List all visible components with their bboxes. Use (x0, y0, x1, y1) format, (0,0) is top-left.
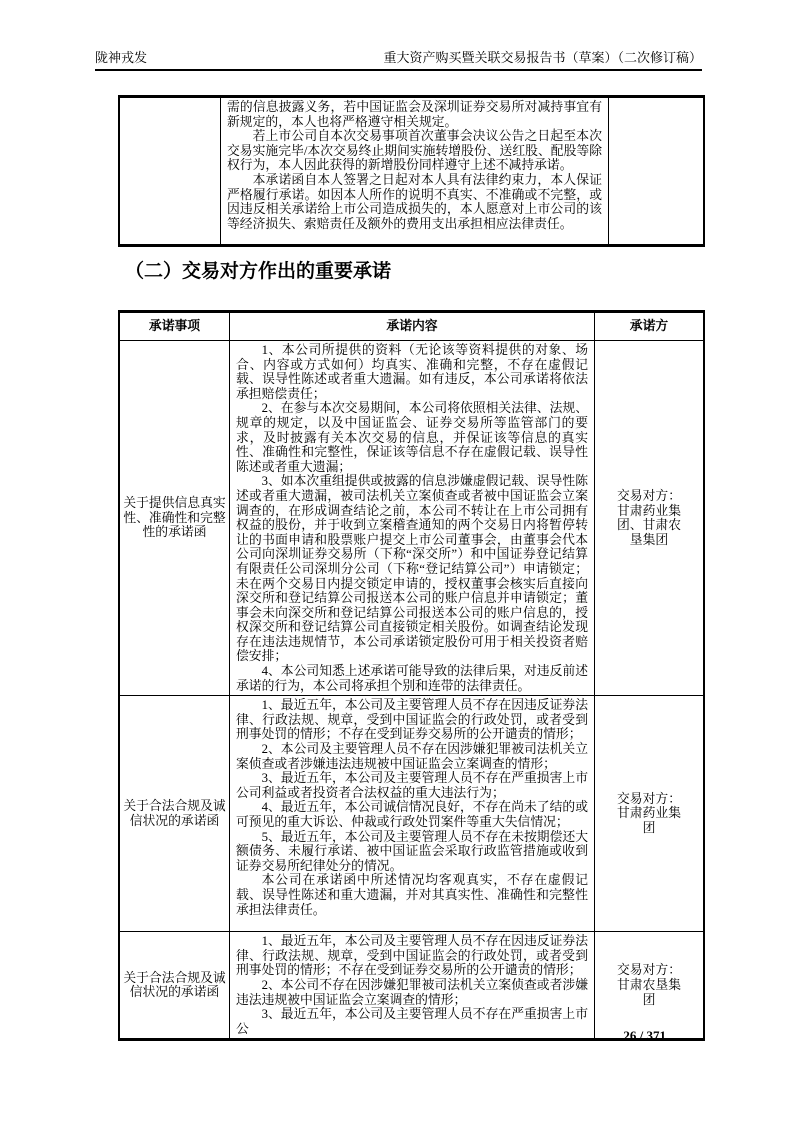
table-row (120, 932, 703, 1038)
commitment-item-cell: 关于提供信息真实性、准确性和完整性的承诺函 (123, 496, 226, 540)
carryover-content-cell (220, 98, 609, 244)
commitment-item-cell: 关于合法合规及诚信状况的承诺函 (123, 799, 226, 828)
page-header (95, 49, 702, 71)
commitment-paragraph: 4、本公司知悉上述承诺可能导致的法律后果，对违反前述承诺的行为，本公司将承担个别和连带的法律责任。 (236, 664, 588, 693)
commitment-paragraph: 1、本公司所提供的资料（无论该等资料提供的对象、场合、内容或方式如何）均真实、准确和完整，不存在虚假记载、误导性陈述或者重大遗漏。如有违反，本公司承诺将依法承担赔偿责任； (236, 343, 588, 401)
commitment-item-cell: 关于合法合规及诚信状况的承诺函 (123, 970, 226, 1000)
commitment-paragraph: 1、最近五年，本公司及主要管理人员不存在因违反证券法律、行政法规、规章，受到中国证监会的行政处罚，或者受到刑事处罚的情形；不存在受到证券交易所的公开谴责的情形； (236, 934, 588, 978)
commitments-table (118, 310, 705, 1041)
commitment-paragraph: 3、最近五年，本公司及主要管理人员不存在严重损害上市公 (236, 1007, 588, 1036)
commitment-paragraph: 3、如本次重组提供或披露的信息涉嫌虚假记载、误导性陈述或者重大遗漏，被司法机关立案侦查或者被中国证监会立案调查的，在形成调查结论之前，本公司不转让在上市公司拥有权益的股份，并于收到立案稽查通知的两个交易日内将暂停转让的书面申请和股票账户提交上市公司董事会，由董事会代本公司向深圳证券交易所（下称“深交所”）和中国证券登记结算有限责任公司深圳分公司（下称“登记结算公司”）申请锁定；未在两个交易日内提交锁定申请的，授权董事会核实后直接向深交所和登记结算公司报送本公司的账户信息并申请锁定；董事会未向深交所和登记结算公司报送本公司的账户信息的，授权深交所和登记结算公司直接锁定相关股份。如调查结论发现存在违法违规情节，本公司承诺锁定股份可用于相关投资者赔偿安排； (236, 474, 588, 664)
commitment-party-cell: 交易对方：甘肃药业集团、甘肃农垦集团 (617, 488, 681, 547)
commitment-paragraph: 3、最近五年，本公司及主要管理人员不存在严重损害上市公司利益或者投资者合法权益的重大违法行为； (236, 771, 588, 800)
header-report-title: 重大资产购买暨关联交易报告书（草案）（二次修订稿） (383, 50, 702, 65)
table-row (120, 696, 703, 932)
table-row (120, 341, 703, 696)
carryover-table-row (120, 98, 703, 244)
commitment-paragraph: 本公司在承诺函中所述情况均客观真实，不存在虚假记载、误导性陈述和重大遗漏，并对其真实性、准确性和完整性承担法律责任。 (236, 873, 588, 917)
column-header-item: 承诺事项 (148, 319, 201, 334)
carryover-item-cell (120, 98, 220, 244)
section-heading: （二）交易对方作出的重要承诺 (125, 261, 392, 282)
commitment-content-cell (229, 341, 595, 695)
commitment-paragraph: 2、本公司及主要管理人员不存在因涉嫌犯罪被司法机关立案侦查或者涉嫌违法违规被中国证监会立案调查的情形； (236, 742, 588, 771)
commitment-party-cell: 交易对方：甘肃农垦集团 (617, 963, 681, 1007)
carryover-party-cell (609, 98, 703, 244)
commitment-paragraph: 2、本公司不存在因涉嫌犯罪被司法机关立案侦查或者涉嫌违法违规被中国证监会立案调查的情形； (236, 978, 588, 1007)
column-header-party: 承诺方 (629, 319, 669, 334)
commitment-content-cell (229, 932, 595, 1038)
commitment-paragraph: 5、最近五年，本公司及主要管理人员不存在未按期偿还大额债务、未履行承诺、被中国证监会采取行政监管措施或收到证券交易所纪律处分的情况。 (236, 829, 588, 873)
commitment-paragraph: 若上市公司自本次交易事项首次董事会决议公告之日起至本次交易实施完毕/本次交易终止期间实施转增股份、送红股、配股等除权行为，本人因此获得的新增股份同样遵守上述不减持承诺。 (227, 129, 602, 173)
commitment-paragraph: 本承诺函自本人签署之日起对本人具有法律约束力，本人保证严格履行承诺。如因本人所作的说明不真实、不准确或不完整，或因违反相关承诺给上市公司造成损失的，本人愿意对上市公司的该等经济损失、索赔责任及额外的费用支出承担相应法律责任。 (227, 172, 602, 231)
commitments-table-header-row (120, 313, 703, 341)
commitment-paragraph: 1、最近五年，本公司及主要管理人员不存在因违反证券法律、行政法规、规章，受到中国证监会的行政处罚，或者受到刑事处罚的情形；不存在受到证券交易所的公开谴责的情形； (236, 698, 588, 742)
carryover-commitment-table (118, 95, 705, 247)
commitment-paragraph: 4、最近五年，本公司诚信情况良好，不存在尚未了结的或可预见的重大诉讼、仲裁或行政处罚案件等重大失信情况； (236, 800, 588, 829)
commitment-paragraph: 2、在参与本次交易期间，本公司将依照相关法律、法规、规章的规定，以及中国证监会、证券交易所等监管部门的要求，及时披露有关本次交易的信息，并保证该等信息的真实性、准确性和完整性，保证该等信息不存在虚假记载、误导性陈述或者重大遗漏； (236, 401, 588, 474)
header-short-title: 陇神戎发 (95, 50, 148, 65)
page-number: 26 / 371 (623, 1028, 666, 1043)
commitment-content-cell (229, 696, 595, 931)
commitment-paragraph: 需的信息披露义务，若中国证监会及深圳证券交易所对减持事宜有新规定的，本人也将严格遵守相关规定。 (227, 100, 602, 129)
column-header-content: 承诺内容 (229, 313, 595, 340)
commitment-party-cell: 交易对方：甘肃药业集团 (617, 791, 681, 836)
